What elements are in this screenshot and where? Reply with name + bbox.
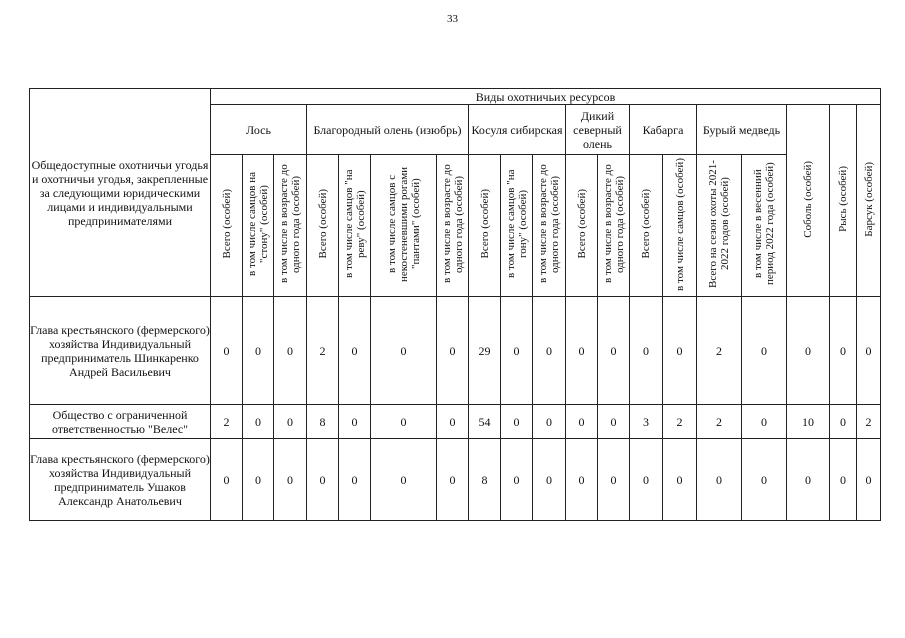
subcol-header: в том числе в возрасте до одного года (особей) [274, 155, 307, 297]
species-header-lynx: Рысь (особей) [830, 105, 857, 297]
table-cell: 0 [566, 439, 598, 521]
subcol-header: в том числе самцов (особей) [663, 155, 697, 297]
table-cell: 0 [307, 439, 339, 521]
row-owner-name: Общество с ограниченной ответственностью "Велес" [30, 405, 211, 439]
table-cell: 0 [371, 405, 437, 439]
table-cell: 0 [339, 439, 371, 521]
table-cell: 2 [697, 297, 742, 405]
table-cell: 2 [697, 405, 742, 439]
table-cell: 0 [630, 439, 663, 521]
first-column-header: Общедоступные охотничьи угодья и охотничьи угодья, закрепленные за следующими юридическими лицами и индивидуальными предпринимателями [30, 89, 211, 297]
table-cell: 0 [437, 405, 469, 439]
table-cell: 0 [339, 297, 371, 405]
table-cell: 54 [469, 405, 501, 439]
table-cell: 0 [663, 439, 697, 521]
row-owner-name: Глава крестьянского (фермерского) хозяйства Индивидуальный предприниматель Ушаков Александр Анатольевич [30, 439, 211, 521]
hunting-resources-table [29, 88, 881, 521]
table-cell: 0 [371, 297, 437, 405]
table-cell: 0 [371, 439, 437, 521]
table-cell: 0 [830, 405, 857, 439]
table-cell: 8 [469, 439, 501, 521]
subcol-header: в том числе самцов на "стону" (особей) [243, 155, 274, 297]
species-header-roe-deer: Косуля сибирская [469, 105, 566, 155]
table-cell: 0 [243, 439, 274, 521]
subcol-header: в том числе в возрасте до одного года (особей) [437, 155, 469, 297]
table-cell: 0 [598, 439, 630, 521]
table-cell: 0 [501, 439, 533, 521]
table-cell: 0 [211, 297, 243, 405]
table-cell: 0 [742, 439, 787, 521]
species-header-sable: Соболь (особей) [787, 105, 830, 297]
species-header-brown-bear: Бурый медведь [697, 105, 787, 155]
table-cell: 0 [630, 297, 663, 405]
subcol-header: Всего на сезон охоты 2021-2022 годов (особей) [697, 155, 742, 297]
table-cell: 2 [857, 405, 881, 439]
table-cell: 0 [663, 297, 697, 405]
table-cell: 0 [211, 439, 243, 521]
table-cell: 29 [469, 297, 501, 405]
table-cell: 0 [598, 297, 630, 405]
table-cell: 0 [857, 439, 881, 521]
table-cell: 2 [307, 297, 339, 405]
table-cell: 8 [307, 405, 339, 439]
table-cell: 0 [274, 405, 307, 439]
table-cell: 0 [787, 439, 830, 521]
subcol-header: Всего (особей) [211, 155, 243, 297]
table-cell: 0 [566, 405, 598, 439]
table-cell: 0 [437, 439, 469, 521]
subcol-header: в том числе самцов с некостеневшими рогами "пантами" (особей) [371, 155, 437, 297]
table-cell: 0 [274, 439, 307, 521]
table-row [30, 297, 881, 405]
table-cell: 0 [787, 297, 830, 405]
subcol-header: в том числе в возрасте до одного года (особей) [598, 155, 630, 297]
table-cell: 0 [742, 405, 787, 439]
table-cell: 0 [533, 405, 566, 439]
table-cell: 0 [857, 297, 881, 405]
species-header-red-deer: Благородный олень (изюбрь) [307, 105, 469, 155]
table-cell: 0 [566, 297, 598, 405]
table-cell: 0 [501, 405, 533, 439]
table-cell: 0 [501, 297, 533, 405]
table-cell: 0 [437, 297, 469, 405]
top-header: Виды охотничьих ресурсов [211, 89, 881, 105]
table-cell: 0 [533, 297, 566, 405]
table-cell: 0 [598, 405, 630, 439]
table-cell: 10 [787, 405, 830, 439]
table-cell: 2 [211, 405, 243, 439]
table-cell: 0 [742, 297, 787, 405]
table-row [30, 439, 881, 521]
species-header-badger: Барсук (особей) [857, 105, 881, 297]
subcol-header: в том числе в весенний период 2022 года (особей) [742, 155, 787, 297]
table-cell: 0 [243, 405, 274, 439]
table-cell: 0 [274, 297, 307, 405]
subcol-header: в том числе самцов "на реву" (особей) [339, 155, 371, 297]
page-number: 33 [447, 13, 458, 25]
table-cell: 0 [830, 439, 857, 521]
table-cell: 0 [243, 297, 274, 405]
subcol-header: Всего (особей) [566, 155, 598, 297]
table-cell: 0 [697, 439, 742, 521]
species-header-musk-deer: Кабарга [630, 105, 697, 155]
table-cell: 0 [339, 405, 371, 439]
table-cell: 0 [533, 439, 566, 521]
table-cell: 2 [663, 405, 697, 439]
table-cell: 0 [830, 297, 857, 405]
subcol-header: Всего (особей) [307, 155, 339, 297]
table-cell: 3 [630, 405, 663, 439]
subcol-header: Всего (особей) [469, 155, 501, 297]
row-owner-name: Глава крестьянского (фермерского) хозяйства Индивидуальный предприниматель Шинкаренко Андрей Васильевич [30, 297, 211, 405]
subcol-header: в том числе самцов "на гону" (особей) [501, 155, 533, 297]
subcol-header: в том числе в возрасте до одного года (особей) [533, 155, 566, 297]
species-header-reindeer: Дикий северный олень [566, 105, 630, 155]
subcol-header: Всего (особей) [630, 155, 663, 297]
species-header-elk: Лось [211, 105, 307, 155]
table-row [30, 405, 881, 439]
